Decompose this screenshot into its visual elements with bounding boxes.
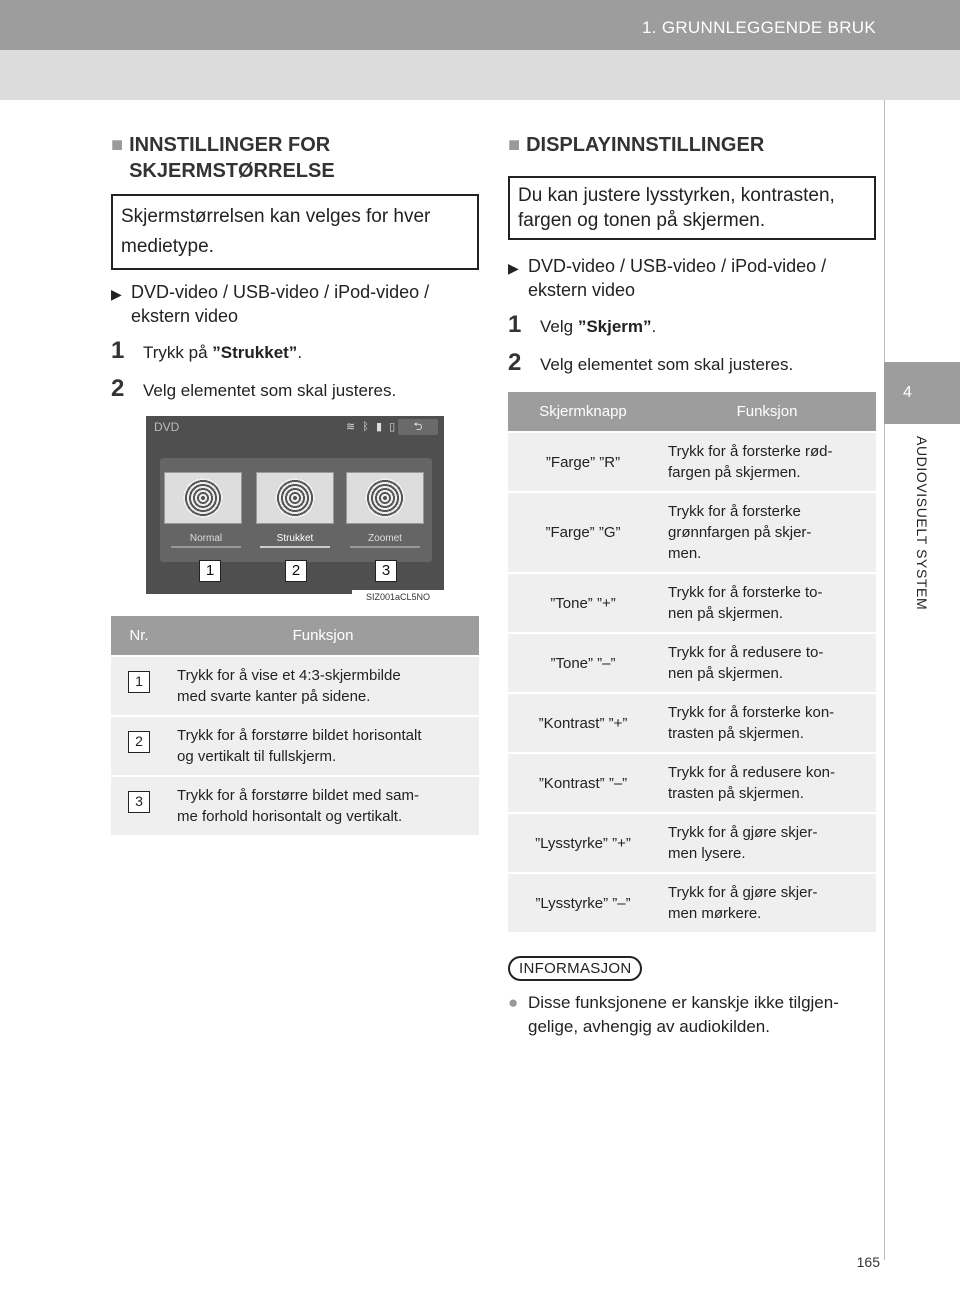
section-heading-screen-size xyxy=(111,132,479,184)
mode-button-stretched[interactable]: Strukket xyxy=(260,533,330,548)
triangle-icon: ▶ xyxy=(111,286,122,302)
screen-button-name: ”Tone” ”–” xyxy=(508,633,658,693)
applies-line: ekstern video xyxy=(528,280,636,300)
table-row xyxy=(508,492,876,573)
screen-size-table xyxy=(111,616,479,835)
step-keyword: ”Strukket” xyxy=(212,343,298,362)
row-description: med svarte kanter på sidene. xyxy=(177,688,371,705)
applies-to xyxy=(508,254,876,302)
callout-3: 3 xyxy=(375,560,397,582)
info-line: gelige, avhengig av audiokilden. xyxy=(528,1017,770,1036)
step-2 xyxy=(111,376,479,404)
intro-box xyxy=(111,194,479,270)
applies-line: DVD-video / USB-video / iPod-video / xyxy=(528,256,827,276)
screen-button-name: ”Lysstyrke” ”–” xyxy=(508,873,658,932)
left-column xyxy=(111,132,479,835)
test-pattern-icon xyxy=(275,478,315,518)
display-settings-table xyxy=(508,392,876,932)
row-description: Trykk for å forstørre bildet med sam- xyxy=(177,787,419,804)
table-row xyxy=(508,753,876,813)
applies-to xyxy=(111,280,479,328)
info-label: INFORMASJON xyxy=(508,956,642,981)
row-description: nen på skjermen. xyxy=(668,665,784,682)
intro-line: Skjermstørrelsen kan velges for hver xyxy=(121,206,431,227)
bullet-dot-icon: ● xyxy=(508,993,519,1012)
wifi-icon: ≋ xyxy=(346,421,358,433)
table-header-row xyxy=(508,392,876,432)
right-column xyxy=(508,132,876,1039)
heading-line: SKJERMSTØRRELSE xyxy=(129,160,335,182)
screen-button-name: ”Tone” ”+” xyxy=(508,573,658,633)
row-description: Trykk for å redusere to- xyxy=(668,644,824,661)
column-header: Skjermknapp xyxy=(508,392,658,432)
test-pattern-normal[interactable] xyxy=(164,472,242,524)
row-description: men. xyxy=(668,545,702,562)
row-description: Trykk for å forsterke kon- xyxy=(668,704,835,721)
step-2 xyxy=(508,350,876,378)
mode-button-zoomed[interactable]: Zoomet xyxy=(350,533,420,548)
mode-button-normal[interactable]: Normal xyxy=(171,533,241,548)
row-description: Trykk for å gjøre skjer- xyxy=(668,824,818,841)
heading-square-icon: ■ xyxy=(508,134,521,156)
heading-line: INNSTILLINGER FOR xyxy=(129,134,331,156)
table-row xyxy=(111,776,479,835)
row-description: grønnfargen på skjer- xyxy=(668,524,812,541)
battery-icon: ▯ xyxy=(389,421,398,433)
step-keyword: ”Skjerm” xyxy=(577,317,652,336)
screen-button-name: ”Farge” ”G” xyxy=(508,492,658,573)
table-row xyxy=(508,573,876,633)
row-description: Trykk for å forstørre bildet horisontalt xyxy=(177,727,422,744)
row-description: og vertikalt til fullskjerm. xyxy=(177,748,337,765)
callout-2: 2 xyxy=(285,560,307,582)
test-pattern-stretched[interactable] xyxy=(256,472,334,524)
applies-line: DVD-video / USB-video / iPod-video / xyxy=(131,282,430,302)
step-number: 2 xyxy=(111,375,125,402)
step-text-end: . xyxy=(297,343,303,362)
column-header: Funksjon xyxy=(658,392,876,432)
row-description: Trykk for å forsterke to- xyxy=(668,584,823,601)
info-bullet xyxy=(508,991,876,1039)
column-header: Nr. xyxy=(111,616,167,656)
page-number: 165 xyxy=(856,1254,880,1270)
status-icons xyxy=(346,420,397,433)
intro-line: Du kan justere lysstyrken, kontrasten, xyxy=(518,185,835,206)
applies-line: ekstern video xyxy=(131,306,239,326)
intro-line: medietype. xyxy=(121,236,214,257)
step-1 xyxy=(508,312,876,340)
step-1 xyxy=(111,338,479,366)
row-description: trasten på skjermen. xyxy=(668,725,804,742)
intro-box xyxy=(508,176,876,240)
callout-1: 1 xyxy=(199,560,221,582)
row-description: fargen på skjermen. xyxy=(668,464,801,481)
table-header-row xyxy=(111,616,479,656)
bluetooth-icon: ᛒ xyxy=(362,421,371,433)
chapter-name: AUDIOVISUELT SYSTEM xyxy=(914,436,930,611)
step-text: Velg elementet som skal justeres. xyxy=(540,355,794,374)
step-text: Velg xyxy=(540,317,578,336)
screen-button-name: ”Farge” ”R” xyxy=(508,432,658,492)
row-description: men lysere. xyxy=(668,845,746,862)
table-row xyxy=(508,693,876,753)
header-bar xyxy=(0,0,960,50)
screen-button-name: ”Lysstyrke” ”+” xyxy=(508,813,658,873)
step-text: Velg elementet som skal justeres. xyxy=(143,381,397,400)
table-row xyxy=(111,716,479,776)
back-icon[interactable]: ⮌ xyxy=(398,419,438,435)
test-pattern-zoomed[interactable] xyxy=(346,472,424,524)
signal-icon: ▮ xyxy=(375,421,385,433)
chapter-tab xyxy=(884,362,960,424)
chapter-title: 1. GRUNNLEGGENDE BRUK xyxy=(642,18,876,37)
row-number: 3 xyxy=(128,791,150,813)
step-number: 2 xyxy=(508,349,522,376)
header-band xyxy=(0,50,960,100)
step-number: 1 xyxy=(111,337,125,364)
screen-button-name: ”Kontrast” ”+” xyxy=(508,693,658,753)
side-divider xyxy=(884,100,885,1260)
intro-line: fargen og tonen på skjermen. xyxy=(518,210,766,231)
step-text-end: . xyxy=(651,317,657,336)
test-pattern-icon xyxy=(183,478,223,518)
section-heading-display xyxy=(508,132,876,158)
info-line: Disse funksjonene er kanskje ikke tilgjen- xyxy=(528,993,839,1012)
row-description: Trykk for å vise et 4:3-skjermbilde xyxy=(177,667,401,684)
screen-illustration xyxy=(146,416,444,602)
triangle-icon: ▶ xyxy=(508,260,519,276)
row-description: Trykk for å gjøre skjer- xyxy=(668,884,818,901)
row-description: nen på skjermen. xyxy=(668,605,784,622)
column-header: Funksjon xyxy=(167,616,479,656)
screen-button-name: ”Kontrast” ”–” xyxy=(508,753,658,813)
row-description: men mørkere. xyxy=(668,905,762,922)
table-row xyxy=(508,873,876,932)
test-pattern-icon xyxy=(365,478,405,518)
heading-line: DISPLAYINNSTILLINGER xyxy=(526,134,765,156)
row-number: 1 xyxy=(128,671,150,693)
table-row xyxy=(111,656,479,716)
table-row xyxy=(508,633,876,693)
image-code: SIZ001aCL5NO xyxy=(352,590,444,604)
chapter-number: 4 xyxy=(903,384,912,401)
heading-square-icon: ■ xyxy=(111,134,124,156)
row-number: 2 xyxy=(128,731,150,753)
row-description: Trykk for å forsterke rød- xyxy=(668,443,833,460)
table-row xyxy=(508,432,876,492)
table-row xyxy=(508,813,876,873)
step-number: 1 xyxy=(508,311,522,338)
row-description: me forhold horisontalt og vertikalt. xyxy=(177,808,403,825)
source-label: DVD xyxy=(154,420,180,434)
row-description: Trykk for å redusere kon- xyxy=(668,764,835,781)
row-description: trasten på skjermen. xyxy=(668,785,804,802)
row-description: Trykk for å forsterke xyxy=(668,503,801,520)
step-text: Trykk på xyxy=(143,343,213,362)
